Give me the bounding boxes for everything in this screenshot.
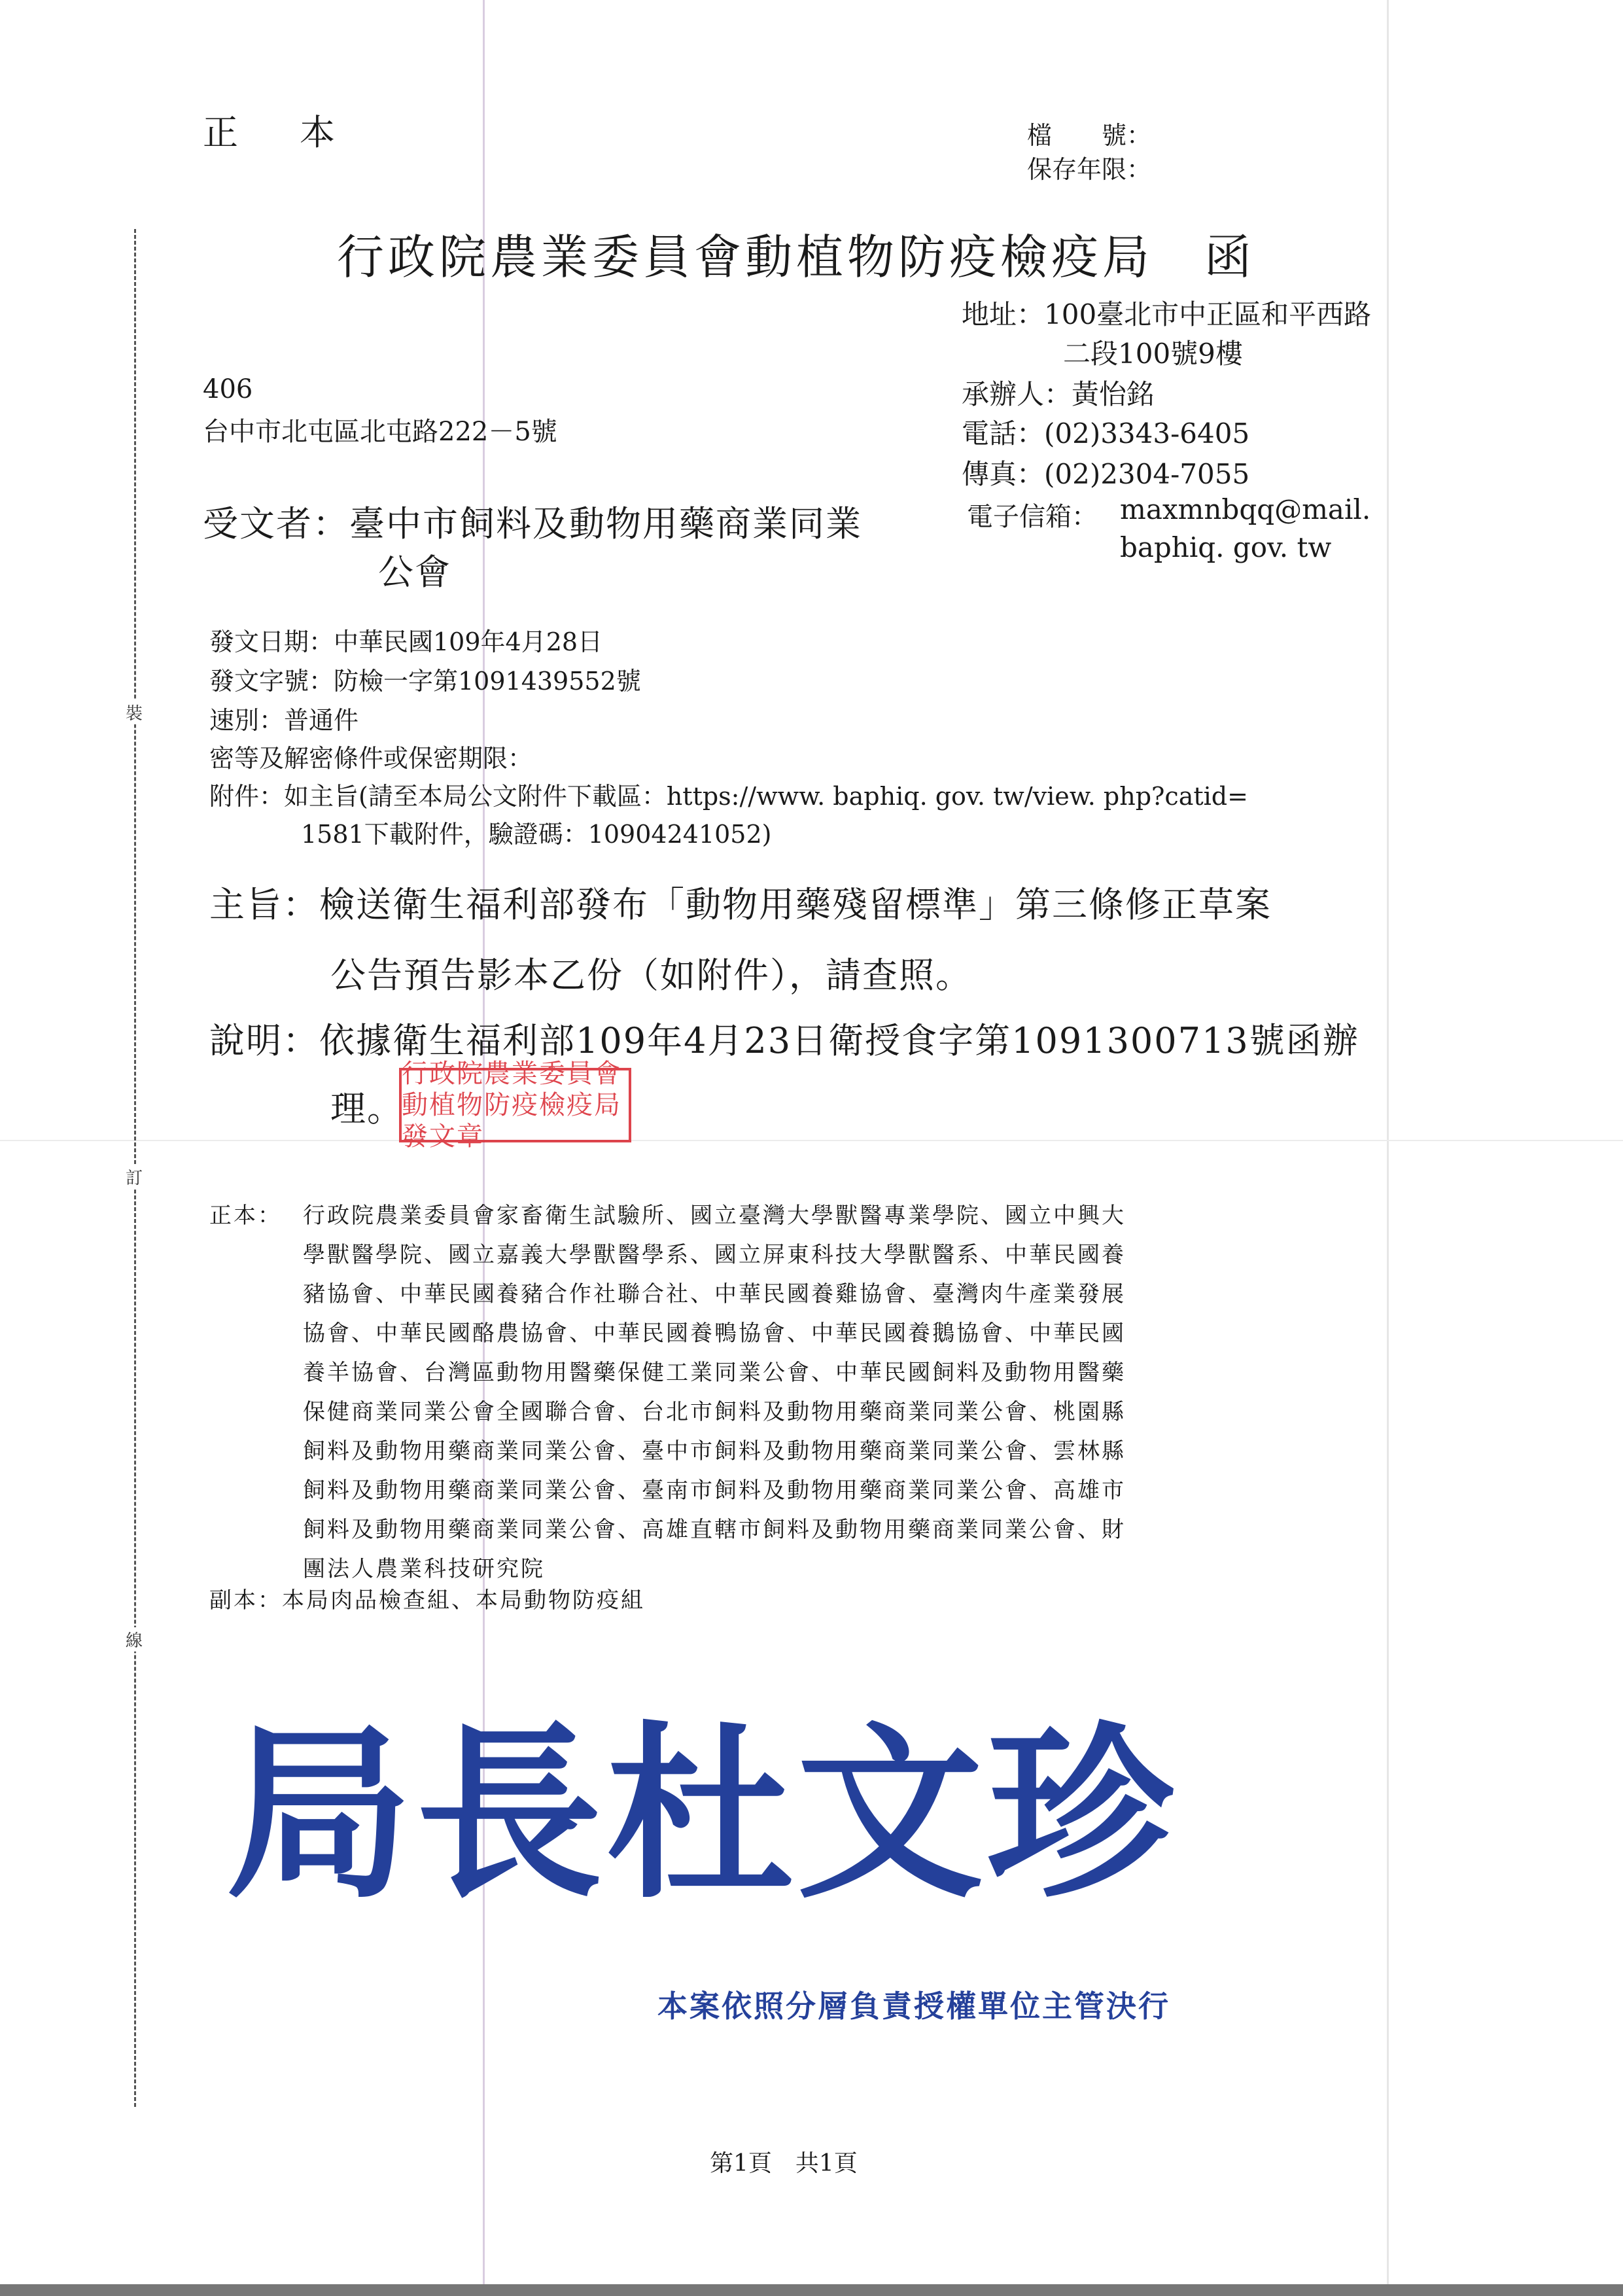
original-recipient-line: 豬協會、中華民國養豬合作社聯合社、中華民國養雞協會、臺灣肉牛產業發展 (303, 1281, 1126, 1307)
secrecy-level: 密等及解密條件或保密期限： (209, 744, 533, 773)
scan-line-artifact (1387, 0, 1389, 2296)
sender-email-line2: baphiq. gov. tw (1120, 531, 1332, 563)
official-red-seal: 行政院農業委員會動植物防疫檢疫局發文章 (399, 1068, 631, 1142)
document-title: 行政院農業委員會動植物防疫檢疫局 函 (337, 230, 1256, 285)
delivery-speed: 速別：普通件 (209, 706, 359, 735)
sender-email-label: 電子信箱： (967, 502, 1098, 532)
binding-mark-ding: 訂 (118, 1165, 150, 1189)
director-signature-stamp: 局長杜文珍 (226, 1704, 1178, 1924)
explanation-line1: 說明：依據衛生福利部109年4月23日衛授食字第1091300713號函辦 (209, 1020, 1359, 1061)
sender-address-line2: 二段100號9樓 (1063, 338, 1243, 370)
original-recipient-line: 保健商業同業公會全國聯合會、台北市飼料及動物用藥商業同業公會、桃園縣 (303, 1399, 1126, 1425)
copy-recipients: 副本：本局肉品檢查組、本局動物防疫組 (209, 1587, 645, 1614)
subject-line1: 主旨：檢送衛生福利部發布「動物用藥殘留標準」第三條修正草案 (209, 884, 1272, 925)
original-recipient-line: 飼料及動物用藥商業同業公會、臺南市飼料及動物用藥商業同業公會、高雄市 (303, 1477, 1126, 1504)
file-number-label: 檔 號： (1027, 121, 1152, 150)
original-recipient-line: 飼料及動物用藥商業同業公會、臺中市飼料及動物用藥商業同業公會、雲林縣 (303, 1438, 1126, 1464)
original-recipient-line: 養羊協會、台灣區動物用醫藥保健工業同業公會、中華民國飼料及動物用醫藥 (303, 1360, 1126, 1386)
attachment-line2: 1581下載附件，驗證碼：10904241052) (301, 820, 772, 849)
attachment-line1: 附件：如主旨(請至本局公文附件下載區：https://www. baphiq. gov. tw/view. php?catid= (209, 782, 1248, 811)
original-recipient-line: 團法人農業科技研究院 (303, 1556, 545, 1582)
original-recipient-line: 行政院農業委員會家畜衛生試驗所、國立臺灣大學獸醫專業學院、國立中興大 (303, 1203, 1126, 1229)
recipient-postal-code: 406 (203, 374, 253, 404)
paper-fold (0, 1140, 1623, 1141)
sender-address-line1: 地址：100臺北市中正區和平西路 (962, 298, 1372, 330)
recipient-line2: 公會 (378, 552, 451, 593)
copy-type-label: 正 本 (203, 112, 348, 153)
scan-edge (0, 2284, 1623, 2296)
sender-fax: 傳真：(02)2304-7055 (962, 458, 1250, 490)
recipient-address: 台中市北屯區北屯路222－5號 (203, 417, 557, 447)
issue-date: 發文日期：中華民國109年4月28日 (209, 627, 603, 656)
document-number: 發文字號：防檢一字第1091439552號 (209, 667, 641, 696)
page-number: 第1頁 共1頁 (710, 2150, 858, 2177)
original-recipient-line: 學獸醫學院、國立嘉義大學獸醫學系、國立屏東科技大學獸醫系、中華民國養 (303, 1242, 1126, 1268)
retention-label: 保存年限： (1027, 155, 1152, 184)
subject-line2: 公告預告影本乙份（如附件），請查照。 (330, 955, 972, 996)
explanation-line2: 理。 (330, 1088, 404, 1129)
delegation-note: 本案依照分層負責授權單位主管決行 (657, 1988, 1170, 2024)
original-recipients-label: 正本： (209, 1203, 282, 1229)
sender-phone: 電話：(02)3343-6405 (962, 417, 1250, 450)
sender-email-line1: maxmnbqq@mail. (1120, 493, 1371, 525)
original-recipient-line: 協會、中華民國酪農協會、中華民國養鴨協會、中華民國養鵝協會、中華民國 (303, 1320, 1126, 1347)
sender-contact: 承辦人：黃怡銘 (962, 378, 1155, 410)
binding-mark-zhuang: 裝 (118, 700, 150, 724)
recipient-line1: 受文者：臺中市飼料及動物用藥商業同業 (203, 503, 862, 544)
binding-mark-xian: 線 (118, 1627, 150, 1651)
original-recipient-line: 飼料及動物用藥商業同業公會、高雄直轄市飼料及動物用藥商業同業公會、財 (303, 1517, 1126, 1543)
